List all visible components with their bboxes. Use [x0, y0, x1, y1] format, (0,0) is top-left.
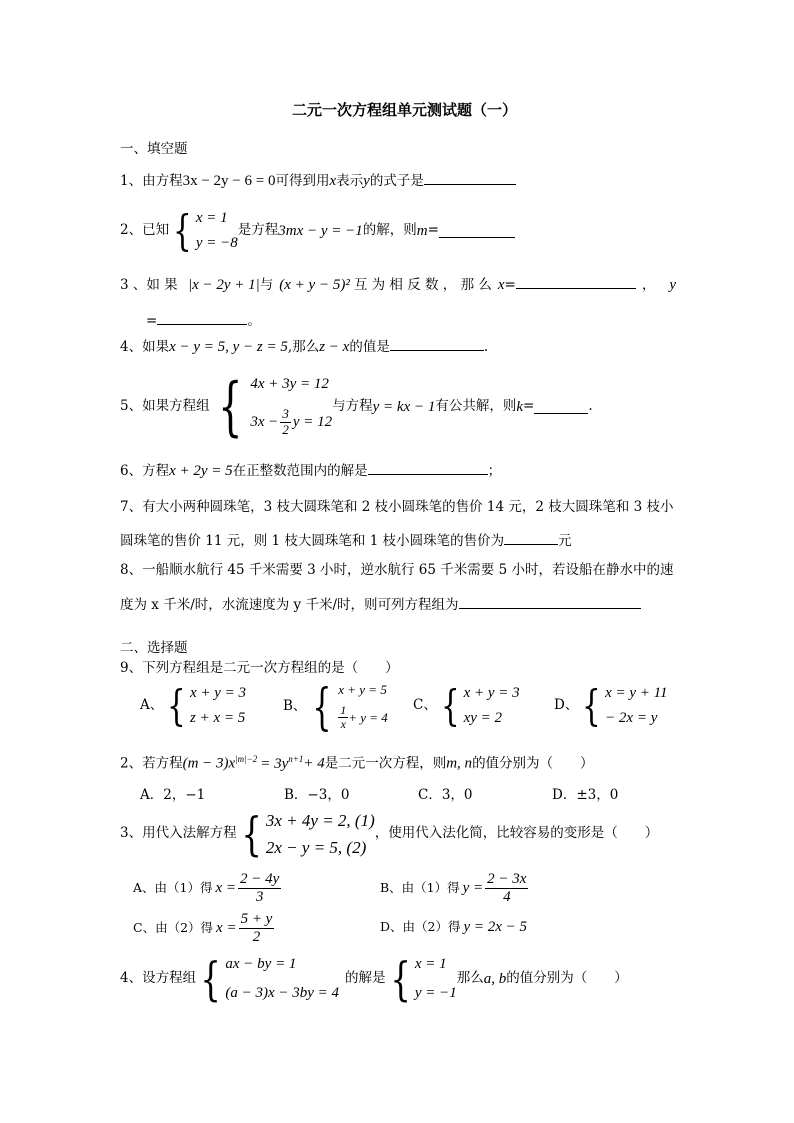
- answer-blank[interactable]: [368, 462, 488, 475]
- answer-blank[interactable]: [534, 401, 588, 414]
- q5-text2: 有公共解，则: [435, 398, 517, 415]
- question-11: [120, 807, 659, 861]
- brace-icon: {: [217, 370, 243, 444]
- q9b-fraction: [338, 704, 348, 731]
- q11c-fraction: [239, 911, 275, 945]
- brace-icon: {: [389, 952, 411, 1006]
- option-label: C、由（2）得: [133, 919, 214, 935]
- q9b-row2: + y = 4: [348, 709, 388, 725]
- option-label: B、由（1）得: [380, 879, 460, 895]
- option-label: D、由（2）得: [380, 919, 461, 934]
- q11a-fraction: [238, 871, 281, 905]
- q5-system: [210, 370, 333, 444]
- q5-dot: .: [588, 398, 593, 415]
- q10-option-c[interactable]: C．3，0: [418, 787, 473, 803]
- q3-abs-expr: |x − 2y + 1|: [187, 277, 260, 293]
- q2-row1: x = 1: [195, 210, 228, 226]
- q9-option-b[interactable]: [283, 678, 388, 736]
- q1-text: 可得到用: [275, 173, 330, 189]
- q11b-den: 4: [503, 888, 511, 905]
- q1-text2: 表示: [336, 173, 364, 189]
- brace-icon: {: [167, 681, 186, 730]
- q1-equation: 3x − 2y − 6 = 0: [182, 173, 276, 189]
- q10-option-d[interactable]: D．±3，0: [552, 787, 619, 803]
- brace-icon: {: [173, 206, 192, 255]
- q1-var-y: y: [363, 173, 370, 189]
- q3-square-expr: (x + y − 5)²: [279, 277, 350, 293]
- q11a-num: 2 − 4y: [240, 871, 280, 887]
- q5-row2a: 3x −: [250, 413, 279, 430]
- brace-icon: {: [440, 681, 460, 730]
- q2-var-m: m: [416, 222, 428, 239]
- brace-icon: {: [312, 678, 332, 736]
- page-title: 二元一次方程组单元测试题（一）: [292, 101, 518, 119]
- q11-option-c[interactable]: [133, 908, 276, 948]
- q12-sol2: y = −1: [414, 985, 457, 1001]
- q6-semicolon: ；: [487, 463, 502, 479]
- q9d-row2: − 2x = y: [605, 710, 658, 726]
- q10-option-a[interactable]: A．2，−1: [140, 787, 206, 803]
- q9c-row1: x + y = 3: [463, 685, 520, 701]
- q3-period: 。: [247, 313, 261, 329]
- answer-blank-y[interactable]: [157, 312, 247, 325]
- q5-row2b: y = 12: [292, 413, 333, 430]
- q12-text3: 的值分别为（ ）: [506, 970, 628, 987]
- brace-icon: {: [240, 807, 262, 861]
- q5-eq-sign: =: [523, 398, 535, 415]
- q12-row1: ax − by = 1: [225, 956, 297, 972]
- q9c-row2: xy = 2: [463, 710, 503, 726]
- question-3: [120, 276, 676, 293]
- q10-exponent1: |m|−2: [235, 754, 258, 764]
- question-7-line1: 7、有大小两种圆珠笔，3 枝大圆珠笔和 2 枝小圆珠笔的售价 14 元，2 枝大圆珠笔和 3 枝小: [120, 499, 674, 515]
- q2-prefix: 2、已知: [120, 222, 170, 239]
- q11c-num: 5 + y: [240, 911, 273, 927]
- q3-eq-x: =: [504, 277, 516, 293]
- q4-equations: x − y = 5, y − z = 5: [169, 339, 288, 355]
- q5-equation: y = kx − 1: [372, 398, 436, 415]
- q9b-frac-den: x: [340, 716, 346, 731]
- q1-prefix: 1、由方程: [120, 173, 183, 189]
- brace-icon: {: [582, 681, 602, 730]
- q5-row1: 4x + 3y = 12: [250, 376, 329, 392]
- q3-text2: 互 为 相 反 数 ， 那 么: [353, 277, 492, 293]
- answer-blank[interactable]: [504, 532, 558, 545]
- option-label: A、由（1）得: [133, 879, 213, 895]
- question-5: [120, 370, 593, 444]
- q4-dot: .: [483, 339, 489, 355]
- q12-row2: (a − 3)x − 3by = 4: [225, 985, 340, 1001]
- question-10: [120, 755, 594, 772]
- q5-frac-den: 2: [282, 421, 289, 437]
- q11a-den: 3: [255, 888, 264, 905]
- q2-row2: y = −8: [195, 235, 238, 251]
- q9b-frac-num: 1: [340, 702, 347, 717]
- option-label: A、: [140, 697, 164, 714]
- q11c-den: 2: [252, 928, 261, 945]
- q6-equation: x + 2y = 5: [169, 463, 233, 479]
- answer-blank-x[interactable]: [516, 276, 636, 289]
- q11-option-d[interactable]: [380, 920, 527, 935]
- q6-text: 在正整数范围内的解是: [232, 463, 368, 479]
- q11b-lhs: y =: [462, 879, 484, 896]
- q11-option-a[interactable]: [133, 868, 283, 908]
- q2-system: [169, 206, 238, 255]
- q11-row1: 3x + 4y = 2, (1): [265, 811, 375, 830]
- q11-row2: 2x − y = 5, (2): [265, 838, 367, 857]
- q10-text: 是二元一次方程，则: [324, 755, 447, 772]
- q4-text2: 的值是: [349, 339, 390, 355]
- q10-eq-part3: + 4: [303, 755, 325, 772]
- answer-blank[interactable]: [424, 172, 516, 185]
- q10-vars: m, n: [446, 755, 473, 772]
- q9a-row1: x + y = 3: [189, 685, 247, 701]
- question-4: [120, 338, 488, 355]
- q9d-row1: x = y + 11: [605, 685, 668, 701]
- q9-option-d[interactable]: [554, 681, 668, 730]
- q1-var-x: x: [329, 173, 337, 189]
- q12-prefix: 4、设方程组: [120, 970, 197, 987]
- q11b-num: 2 − 3x: [487, 871, 527, 887]
- q5-text: 与方程: [332, 398, 373, 415]
- q3-eq-y: =: [146, 313, 158, 329]
- q10-exponent2: n+1: [288, 754, 304, 764]
- q4-prefix: 4、如果: [120, 339, 170, 355]
- q10-eq-part1: (m − 3)x: [182, 755, 236, 772]
- q5-fraction: [280, 407, 291, 437]
- section-heading-fill-in: 一、填空题: [120, 141, 188, 157]
- answer-blank[interactable]: [439, 225, 515, 238]
- q9b-row1: x + y = 5: [338, 682, 387, 697]
- q11-prefix: 3、用代入法解方程: [120, 825, 237, 842]
- q11b-fraction: [485, 871, 528, 905]
- option-label: D、: [554, 697, 579, 714]
- option-label: C、: [413, 697, 437, 714]
- q9-option-c[interactable]: [413, 681, 520, 730]
- q3-prefix: 3 、如 果: [120, 277, 178, 293]
- question-1: [120, 172, 516, 189]
- question-2: [120, 206, 515, 255]
- q3-comma: ，: [641, 277, 656, 293]
- q3-var-y: y: [669, 277, 677, 293]
- q7-text: 圆珠笔的售价 11 元，则 1 枝大圆珠笔和 1 枝小圆珠笔的售价为: [120, 533, 505, 549]
- question-8-line2: [120, 596, 641, 613]
- question-6: [120, 462, 501, 479]
- question-12: [120, 952, 628, 1006]
- q11-option-b[interactable]: [380, 868, 530, 908]
- q2-text2: 的解，则: [362, 222, 417, 239]
- q10-prefix: 2、若方程: [120, 755, 183, 772]
- q9a-row2: z + x = 5: [189, 710, 246, 726]
- q5-frac-num: 3: [282, 406, 289, 422]
- answer-blank[interactable]: [390, 338, 484, 351]
- q11a-lhs: x =: [215, 879, 237, 896]
- q12-sol1: x = 1: [414, 956, 447, 972]
- q1-text3: 的式子是: [369, 173, 424, 189]
- q4-expression: z − x: [319, 339, 350, 355]
- q3-var-x: x: [497, 277, 505, 293]
- q2-text: 是方程: [237, 222, 279, 239]
- q5-prefix: 5、如果方程组: [120, 398, 210, 415]
- q9-option-a[interactable]: [140, 681, 247, 730]
- q2-eq-sign: =: [427, 222, 439, 239]
- question-3-line2: [146, 312, 261, 329]
- q6-prefix: 6、方程: [120, 463, 170, 479]
- q5-var-k: k: [516, 398, 524, 415]
- q8-text: 度为 x 千米/时，水流速度为 y 千米/时，则可列方程组为: [120, 597, 459, 613]
- q7-unit: 元: [558, 533, 572, 549]
- q4-text: ,那么: [287, 339, 320, 355]
- section-heading-choice: 二、选择题: [120, 640, 188, 656]
- answer-blank[interactable]: [459, 596, 641, 609]
- q10-eq-part2: = 3y: [260, 755, 289, 772]
- question-7-line2: [120, 532, 572, 549]
- question-8-line1: 8、一船顺水航行 45 千米需要 3 小时，逆水航行 65 千米需要 5 小时，若设船在静水中的速: [120, 562, 674, 578]
- question-9-stem: 9、下列方程组是二元一次方程组的是（ ）: [120, 660, 399, 676]
- q2-equation: 3mx − y = −1: [278, 222, 363, 239]
- q3-text: 与: [259, 277, 274, 293]
- q12-vars: a, b: [483, 970, 507, 987]
- brace-icon: {: [200, 952, 221, 1006]
- q11d-equation: y = 2x − 5: [463, 919, 528, 935]
- q12-text: 的解是: [345, 970, 386, 987]
- q10-option-b[interactable]: B．−3，0: [284, 787, 350, 803]
- q12-text2: 那么: [456, 970, 484, 987]
- q10-text2: 的值分别为（ ）: [472, 755, 594, 772]
- q11c-lhs: x =: [216, 919, 237, 936]
- q11-text: ，使用代入法化简，比较容易的变形是（ ）: [374, 825, 659, 842]
- option-label: B、: [283, 698, 307, 715]
